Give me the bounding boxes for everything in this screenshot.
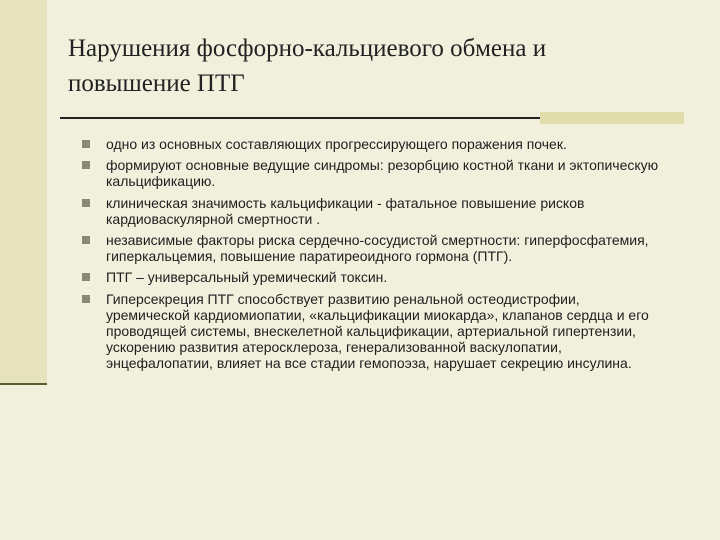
- bullet-item: [82, 157, 662, 189]
- slide-title-line-2: повышение ПТГ: [68, 70, 245, 97]
- bullet-item: [82, 232, 662, 264]
- bullet-text: Гиперсекреция ПТГ способствует развитию ренальной остеодистрофии, уремической кардиомиопатии, «кальцификации миокарда», клапанов сердца и его проводящей системы, внескелетной кальцификации, артериальной гипертензии, ускорению развития атеросклероза, генерализованной васкулопатии, энцефалопатии, влияет на все стадии гемопоэза, нарушает секрецию инсулина.: [106, 290, 649, 372]
- square-bullet-icon: [82, 161, 90, 169]
- square-bullet-icon: [82, 273, 90, 281]
- square-bullet-icon: [82, 236, 90, 244]
- bullet-item: [82, 269, 662, 285]
- square-bullet-icon: [82, 295, 90, 303]
- left-decor-bar: [0, 0, 47, 385]
- bullet-text: независимые факторы риска сердечно-сосудистой смертности: гиперфосфатемия, гиперкальцемия, повышение паратиреоидного гормона (ПТГ).: [106, 232, 649, 265]
- accent-block: [540, 112, 684, 124]
- square-bullet-icon: [82, 140, 90, 148]
- bullet-item: [82, 291, 662, 372]
- bullet-text: ПТГ – универсальный уремический токсин.: [106, 269, 388, 286]
- bullet-item: [82, 136, 662, 152]
- bullet-text: клиническая значимость кальцификации - фатальное повышение рисков кардиоваскулярной смертности .: [106, 194, 585, 227]
- bullet-text: одно из основных составляющих прогрессирующего поражения почек.: [106, 136, 567, 152]
- slide-title-line-1: Нарушения фосфорно-кальциевого обмена и: [68, 35, 547, 62]
- bullet-list: [82, 136, 662, 377]
- bullet-item: [82, 195, 662, 227]
- square-bullet-icon: [82, 199, 90, 207]
- bullet-text: формируют основные ведущие синдромы: резорбцию костной ткани и эктопическую кальцификацию.: [106, 157, 659, 190]
- slide-title: [68, 31, 668, 101]
